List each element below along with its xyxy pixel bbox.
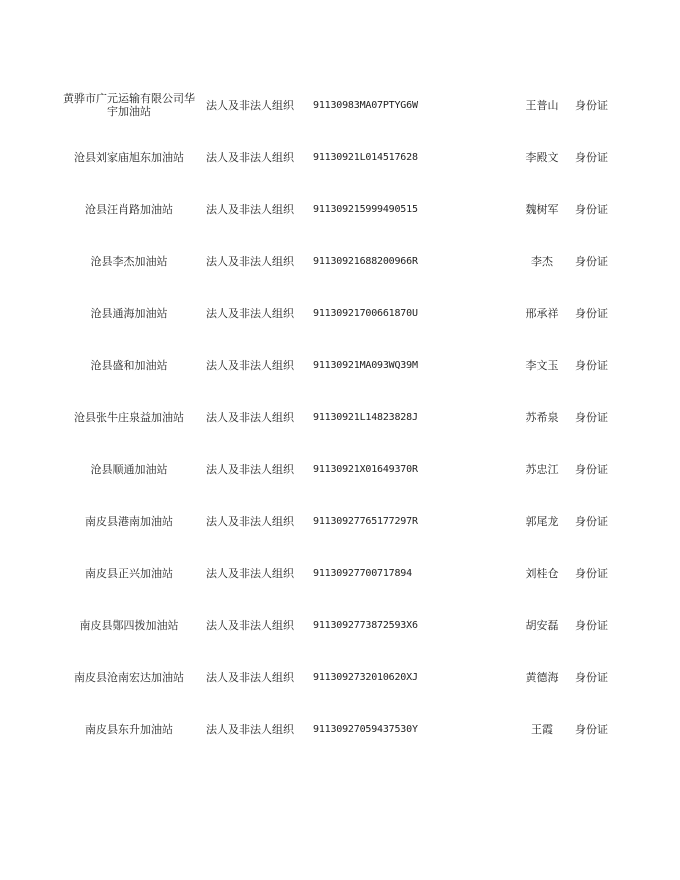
station-name-cell xyxy=(58,131,200,183)
legal-person-text: 魏树军 xyxy=(525,202,559,216)
table-row xyxy=(0,287,680,339)
legal-person-text: 郭尾龙 xyxy=(525,514,559,528)
station-name-text: 南皮县沧南宏达加油站 xyxy=(74,670,184,684)
entity-type-text: 法人及非法人组织 xyxy=(206,202,294,216)
table-row xyxy=(0,235,680,287)
entity-type-text: 法人及非法人组织 xyxy=(206,306,294,320)
id-type-cell xyxy=(575,287,635,339)
credit-code-text: 91130927765177297R xyxy=(313,515,418,527)
table-row xyxy=(0,703,680,755)
table-row xyxy=(0,495,680,547)
id-type-text: 身份证 xyxy=(575,306,608,320)
credit-code-cell xyxy=(313,651,463,703)
station-name-cell xyxy=(58,703,200,755)
legal-person-text: 李文玉 xyxy=(525,358,559,372)
entity-type-cell xyxy=(206,235,298,287)
entity-type-text: 法人及非法人组织 xyxy=(206,722,294,736)
station-name-text: 沧县李杰加油站 xyxy=(90,254,168,268)
legal-person-cell xyxy=(510,547,574,599)
credit-code-text: 9113092732010620XJ xyxy=(313,671,418,683)
entity-type-cell xyxy=(206,183,298,235)
legal-person-cell xyxy=(510,703,574,755)
entity-type-cell xyxy=(206,287,298,339)
id-type-text: 身份证 xyxy=(575,410,608,424)
credit-code-cell xyxy=(313,599,463,651)
id-type-cell xyxy=(575,495,635,547)
entity-type-cell xyxy=(206,703,298,755)
legal-person-cell xyxy=(510,131,574,183)
entity-type-text: 法人及非法人组织 xyxy=(206,514,294,528)
legal-person-text: 李杰 xyxy=(531,254,553,268)
id-type-cell xyxy=(575,703,635,755)
id-type-text: 身份证 xyxy=(575,514,608,528)
entity-type-text: 法人及非法人组织 xyxy=(206,98,294,112)
legal-person-text: 苏忠江 xyxy=(525,462,559,476)
station-name-cell xyxy=(58,651,200,703)
credit-code-cell xyxy=(313,287,463,339)
legal-person-cell xyxy=(510,339,574,391)
legal-person-text: 刘桂仓 xyxy=(525,566,559,580)
credit-code-text: 91130927059437530Y xyxy=(313,723,418,735)
credit-code-text: 91130927700717894 xyxy=(313,567,412,579)
id-type-text: 身份证 xyxy=(575,150,608,164)
station-name-text: 沧县盛和加油站 xyxy=(90,358,168,372)
id-type-text: 身份证 xyxy=(575,254,608,268)
legal-person-cell xyxy=(510,443,574,495)
id-type-cell xyxy=(575,443,635,495)
entity-type-text: 法人及非法人组织 xyxy=(206,358,294,372)
station-name-cell xyxy=(58,235,200,287)
entity-type-text: 法人及非法人组织 xyxy=(206,410,294,424)
id-type-text: 身份证 xyxy=(575,358,608,372)
entity-type-cell xyxy=(206,599,298,651)
credit-code-text: 91130921688200966R xyxy=(313,255,418,267)
credit-code-text: 911309215999490515 xyxy=(313,203,418,215)
station-name-text: 南皮县正兴加油站 xyxy=(85,566,173,580)
credit-code-cell xyxy=(313,495,463,547)
entity-type-text: 法人及非法人组织 xyxy=(206,254,294,268)
id-type-cell xyxy=(575,599,635,651)
id-type-cell xyxy=(575,547,635,599)
station-name-cell xyxy=(58,79,200,131)
legal-person-cell xyxy=(510,495,574,547)
station-name-text: 沧县通海加油站 xyxy=(90,306,168,320)
station-name-text: 沧县张牛庄泉益加油站 xyxy=(74,410,184,424)
credit-code-cell xyxy=(313,443,463,495)
station-name-text: 黄骅市广元运输有限公司华宇加油站 xyxy=(63,92,195,118)
table-row xyxy=(0,183,680,235)
credit-code-text: 91130921700661870U xyxy=(313,307,418,319)
id-type-text: 身份证 xyxy=(575,670,608,684)
id-type-text: 身份证 xyxy=(575,98,608,112)
station-name-text: 南皮县鄚四拨加油站 xyxy=(79,618,179,632)
entity-type-cell xyxy=(206,131,298,183)
legal-person-text: 王普山 xyxy=(525,98,559,112)
legal-person-text: 邢承祥 xyxy=(525,306,559,320)
legal-person-cell xyxy=(510,79,574,131)
entity-type-cell xyxy=(206,547,298,599)
id-type-cell xyxy=(575,183,635,235)
credit-code-text: 91130921X01649370R xyxy=(313,463,418,475)
credit-code-cell xyxy=(313,235,463,287)
id-type-text: 身份证 xyxy=(575,566,608,580)
credit-code-cell xyxy=(313,339,463,391)
entity-type-text: 法人及非法人组织 xyxy=(206,566,294,580)
credit-code-text: 91130983MA07PTYG6W xyxy=(313,99,418,111)
entity-type-cell xyxy=(206,79,298,131)
credit-code-cell xyxy=(313,131,463,183)
legal-person-text: 王霞 xyxy=(531,722,553,736)
id-type-text: 身份证 xyxy=(575,618,608,632)
entity-type-text: 法人及非法人组织 xyxy=(206,462,294,476)
table-row xyxy=(0,391,680,443)
credit-code-cell xyxy=(313,79,463,131)
id-type-cell xyxy=(575,131,635,183)
table-row xyxy=(0,79,680,131)
table-row xyxy=(0,547,680,599)
credit-code-text: 9113092773872593X6 xyxy=(313,619,418,631)
id-type-cell xyxy=(575,235,635,287)
legal-person-cell xyxy=(510,391,574,443)
station-name-text: 南皮县港南加油站 xyxy=(85,514,173,528)
entity-type-cell xyxy=(206,651,298,703)
table-row xyxy=(0,131,680,183)
legal-person-text: 胡安磊 xyxy=(525,618,559,632)
entity-type-cell xyxy=(206,443,298,495)
table-row xyxy=(0,443,680,495)
station-name-cell xyxy=(58,183,200,235)
legal-person-text: 黄德海 xyxy=(525,670,559,684)
id-type-text: 身份证 xyxy=(575,202,608,216)
id-type-text: 身份证 xyxy=(575,722,608,736)
station-name-text: 南皮县东升加油站 xyxy=(85,722,173,736)
station-name-cell xyxy=(58,495,200,547)
legal-person-cell xyxy=(510,235,574,287)
station-name-cell xyxy=(58,339,200,391)
legal-person-cell xyxy=(510,651,574,703)
station-name-cell xyxy=(58,391,200,443)
legal-person-text: 李殿文 xyxy=(525,150,559,164)
station-name-text: 沧县汪肖路加油站 xyxy=(85,202,173,216)
id-type-text: 身份证 xyxy=(575,462,608,476)
legal-person-cell xyxy=(510,599,574,651)
credit-code-cell xyxy=(313,547,463,599)
record-table xyxy=(0,79,680,755)
credit-code-cell xyxy=(313,703,463,755)
station-name-cell xyxy=(58,599,200,651)
credit-code-cell xyxy=(313,391,463,443)
table-row xyxy=(0,339,680,391)
credit-code-text: 91130921L14823828J xyxy=(313,411,418,423)
entity-type-text: 法人及非法人组织 xyxy=(206,618,294,632)
entity-type-text: 法人及非法人组织 xyxy=(206,150,294,164)
entity-type-cell xyxy=(206,391,298,443)
station-name-cell xyxy=(58,547,200,599)
entity-type-text: 法人及非法人组织 xyxy=(206,670,294,684)
id-type-cell xyxy=(575,339,635,391)
legal-person-cell xyxy=(510,287,574,339)
credit-code-cell xyxy=(313,183,463,235)
credit-code-text: 91130921L014517628 xyxy=(313,151,418,163)
id-type-cell xyxy=(575,391,635,443)
table-row xyxy=(0,651,680,703)
station-name-cell xyxy=(58,287,200,339)
legal-person-text: 苏希泉 xyxy=(525,410,559,424)
legal-person-cell xyxy=(510,183,574,235)
station-name-cell xyxy=(58,443,200,495)
station-name-text: 沧县顺通加油站 xyxy=(90,462,168,476)
station-name-text: 沧县刘家庙旭东加油站 xyxy=(74,150,184,164)
entity-type-cell xyxy=(206,339,298,391)
id-type-cell xyxy=(575,79,635,131)
table-row xyxy=(0,599,680,651)
credit-code-text: 91130921MA093WQ39M xyxy=(313,359,418,371)
entity-type-cell xyxy=(206,495,298,547)
id-type-cell xyxy=(575,651,635,703)
